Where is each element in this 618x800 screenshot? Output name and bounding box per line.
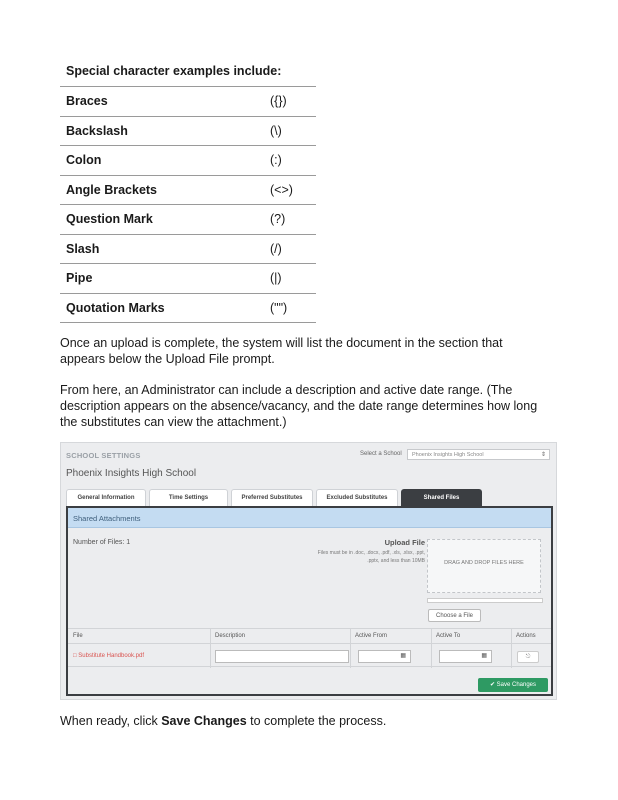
tab-time-settings[interactable]: Time Settings — [149, 489, 228, 506]
special-characters-table — [60, 86, 316, 323]
school-select-value: Phoenix Insights High School — [412, 452, 484, 458]
para3-bold: Save Changes — [161, 714, 247, 728]
special-character-row — [60, 146, 316, 176]
special-character-row — [60, 116, 316, 146]
special-character-row — [60, 234, 316, 264]
save-changes-label: Save Changes — [496, 682, 537, 688]
active-from-input[interactable] — [358, 650, 411, 663]
calendar-icon[interactable]: ▦ — [400, 653, 406, 659]
special-character-symbol: ({}) — [270, 87, 316, 117]
shared-attachments-panel — [66, 506, 553, 696]
column-active-from: Active From — [355, 633, 388, 639]
column-active-to: Active To — [436, 633, 461, 639]
special-character-name: Colon — [60, 146, 270, 176]
number-of-files: Number of Files: 1 — [73, 539, 131, 546]
column-description: Description — [215, 633, 246, 639]
special-character-name: Quotation Marks — [60, 293, 270, 323]
files-table — [68, 628, 551, 660]
panel-header: Shared Attachments — [68, 508, 551, 528]
table-row — [68, 645, 551, 667]
special-character-symbol: (\) — [270, 116, 316, 146]
special-character-row — [60, 293, 316, 323]
paragraph-description-date: From here, an Administrator can include a description and active date range. (The description appears on the absence/vacancy, and the date range determines how long the substitutes can view the attachment.) — [60, 383, 538, 429]
special-character-symbol: (|) — [270, 264, 316, 294]
action-icon-button[interactable]: ⎋ — [517, 651, 539, 663]
file-link[interactable] — [73, 653, 144, 659]
special-character-name: Question Mark — [60, 205, 270, 235]
special-character-symbol: (:) — [270, 146, 316, 176]
file-name: Substitute Handbook.pdf — [78, 653, 145, 659]
special-character-symbol: (?) — [270, 205, 316, 235]
special-character-name: Slash — [60, 234, 270, 264]
active-to-input[interactable] — [439, 650, 492, 663]
special-character-name: Pipe — [60, 264, 270, 294]
special-character-name: Braces — [60, 87, 270, 117]
pdf-file-icon: □ — [73, 653, 79, 659]
table-header — [68, 628, 551, 644]
check-icon: ✔ — [489, 682, 497, 688]
calendar-icon[interactable]: ▦ — [481, 653, 487, 659]
para3-before: When ready, click — [60, 714, 162, 728]
upload-file-note: Files must be in .doc, .docx, .pdf, .xls, .xlsx, .ppt, .pptx, and less than 10MB — [317, 550, 425, 564]
drag-drop-zone[interactable]: DRAG AND DROP FILES HERE — [427, 539, 541, 593]
school-select[interactable] — [407, 449, 550, 460]
choose-file-button[interactable]: Choose a File — [428, 609, 481, 622]
special-character-row — [60, 264, 316, 294]
school-settings-screenshot — [60, 442, 557, 700]
upload-progress-bar — [427, 598, 543, 603]
intro-text: Special character examples include: — [66, 64, 282, 78]
paragraph-upload-complete: Once an upload is complete, the system will list the document in the section that appears below the Upload File prompt. — [60, 336, 503, 366]
school-select-label: Select a School — [360, 451, 402, 457]
special-character-name: Angle Brackets — [60, 175, 270, 205]
special-character-symbol: (/) — [270, 234, 316, 264]
tab-general-information[interactable]: General Information — [66, 489, 146, 506]
column-actions: Actions — [516, 633, 536, 639]
special-character-symbol: (<>) — [270, 175, 316, 205]
page-title: SCHOOL SETTINGS — [66, 451, 141, 460]
save-changes-button[interactable] — [478, 678, 548, 692]
tab-excluded-substitutes[interactable]: Excluded Substitutes — [316, 489, 398, 506]
special-character-row — [60, 205, 316, 235]
chevron-updown-icon: ⇕ — [540, 452, 546, 458]
description-input[interactable] — [215, 650, 349, 663]
special-character-name: Backslash — [60, 116, 270, 146]
special-character-symbol: ("") — [270, 293, 316, 323]
para3-after: to complete the process. — [246, 714, 387, 728]
tab-shared-files[interactable]: Shared Files — [401, 489, 482, 506]
special-character-row — [60, 175, 316, 205]
special-character-row — [60, 87, 316, 117]
tab-preferred-substitutes[interactable]: Preferred Substitutes — [231, 489, 313, 506]
upload-file-title: Upload File — [384, 538, 425, 547]
column-file: File — [73, 633, 83, 639]
paragraph-when-ready — [60, 713, 550, 729]
school-name-heading: Phoenix Insights High School — [66, 468, 197, 479]
